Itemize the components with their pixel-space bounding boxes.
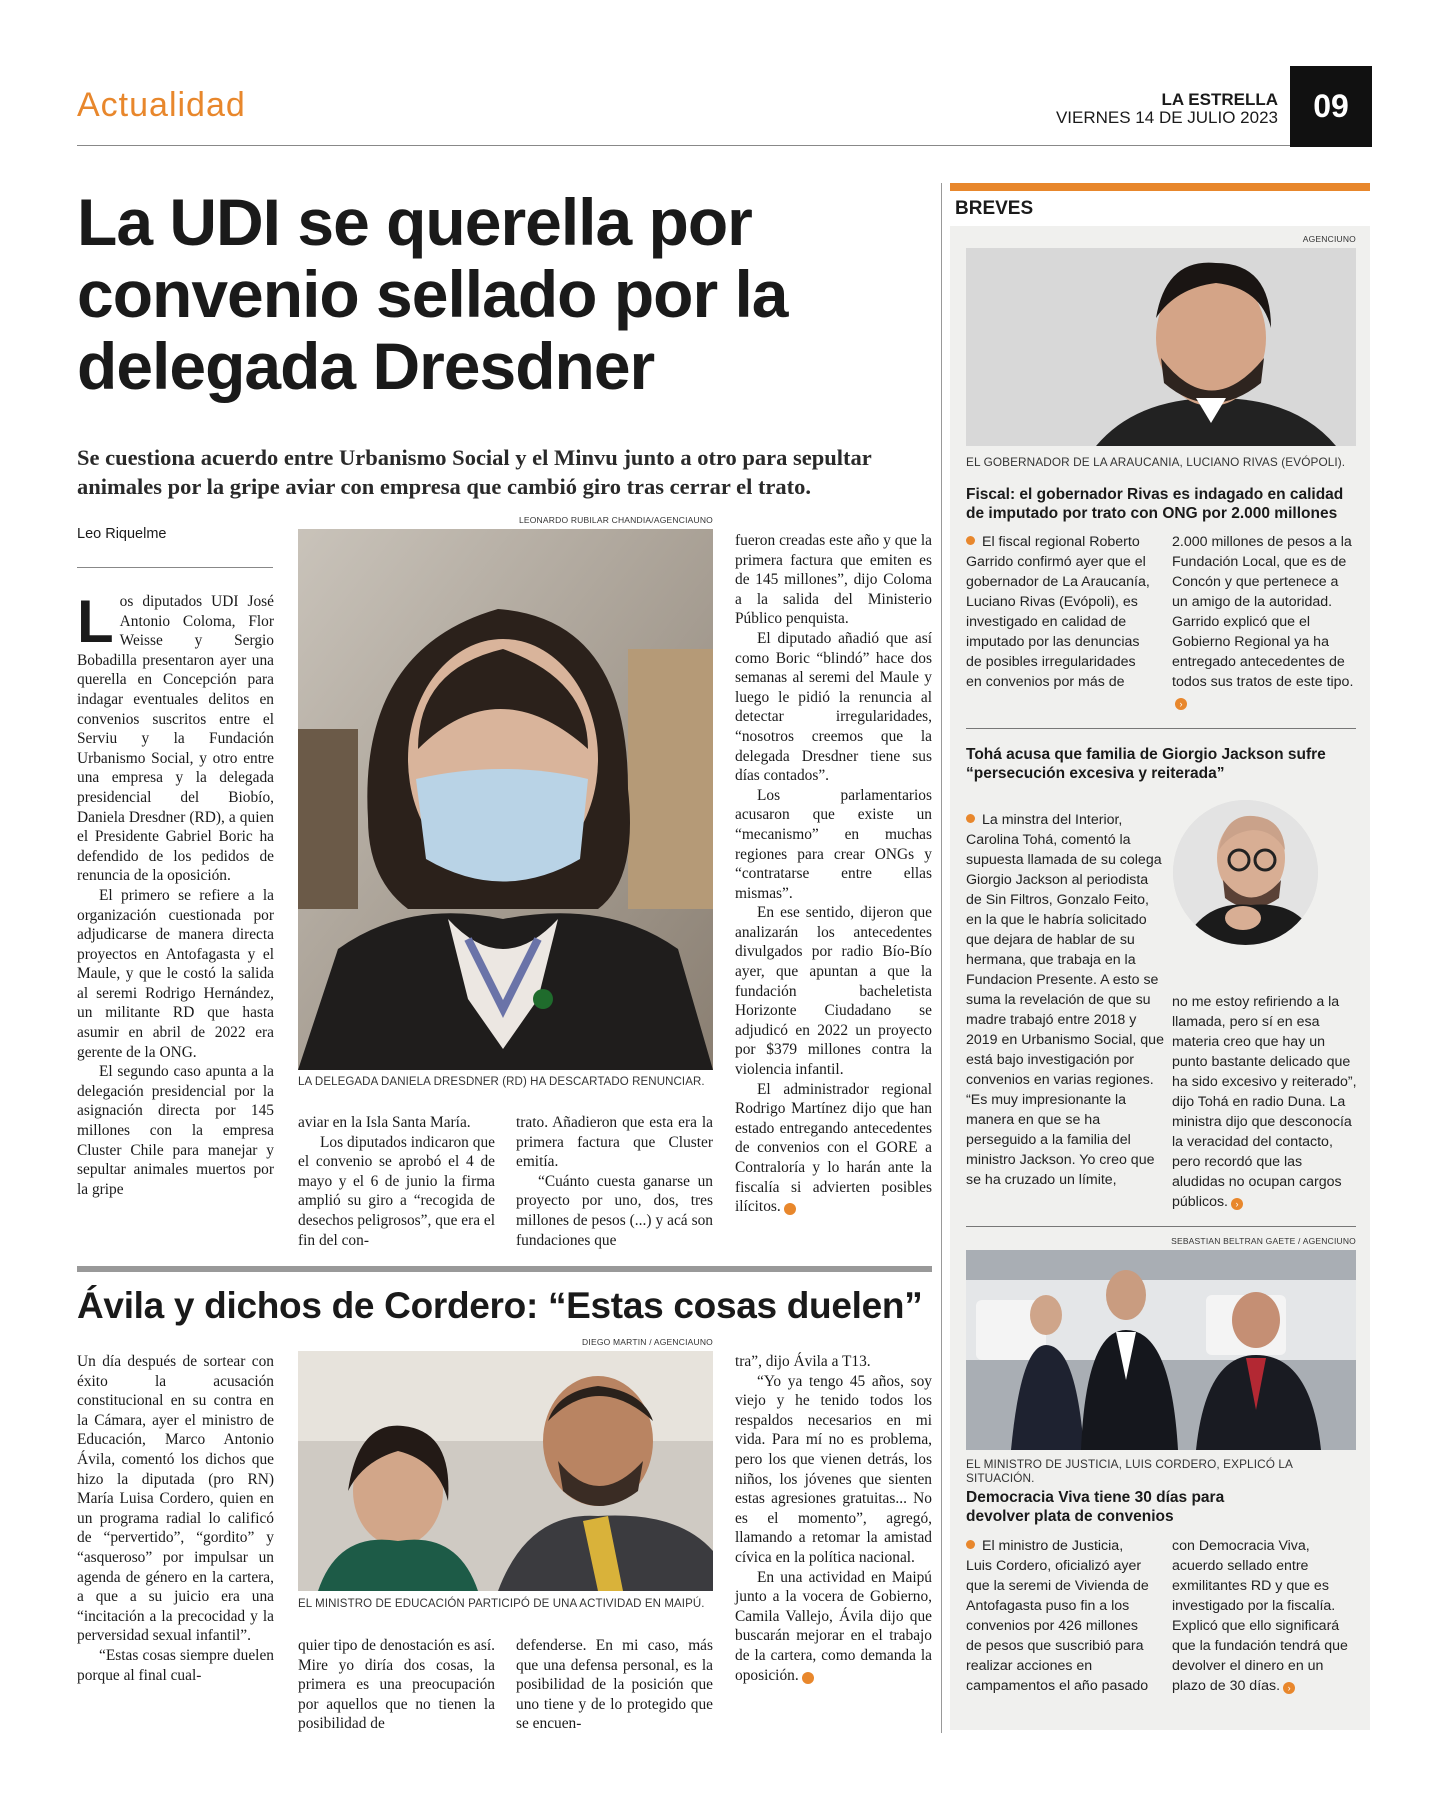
breve3-column-1: El ministro de Justicia, Luis Cordero, oficializó ayer que la seremi de Vivienda de Antofagasta puso fin a los convenios por 426 millones de pesos que suscribió para realizar acciones en campamentos el año pasado <box>966 1538 1149 1694</box>
main-column-3: trato. Añadieron que esta era la primera factura que Cluster emitía. “Cuánto cuesta ganarse un proyecto por uno, dos, tres millones de pesos (...) y acá son fundaciones que <box>516 1114 713 1249</box>
breve2-column-2: no me estoy refiriendo a la llamada, pero sí en esa materia creo que hay un punto bastante delicado que ha sido excesivo y reiterado”, dijo Tohá en radio Duna. La ministra dijo que desconocía la veracidad del contacto, pero recordó que las aludidas no ocupan cargos públicos. › <box>1172 994 1357 1210</box>
second-column-2: quier tipo de denostación es así. Mire yo diría dos cosas, la primera es una preocupación por aquellos que no tienen la posibilidad de <box>298 1637 495 1733</box>
main-photo <box>298 529 713 1070</box>
end-mark-icon: › <box>1175 698 1187 710</box>
breve1-photo-caption: EL GOBERNADOR DE LA ARAUCANIA, LUCIANO RIVAS (EVÓPOLI). <box>966 455 1346 469</box>
column-divider <box>941 183 942 1733</box>
breves-title: BREVES <box>955 198 1034 219</box>
header-rule <box>77 145 1290 146</box>
breve3-column-2: con Democracia Viva, acuerdo sellado entre exmilitantes RD y que es investigado por la fiscalía. Explicó que ello significará que la fundación tendrá que devolver el dinero en un plazo de 30 días. › <box>1172 1538 1348 1694</box>
second-column-1: Un día después de sortear con éxito la acusación constitucional en su contra en la Cámara, ayer el ministro de Educación, Marco Antonio Ávila, comentó los dichos que hizo la diputada (pro RN) María Luisa Cordero, quien en un programa radial lo calificó de “pervertido”, “gordito” y “asqueroso” por impulsar un agenda de género en la cartera, a que a su juicio era una “incitación a la precocidad y la perversidad sexual infantil”. “Estas cosas siempre duelen porque al final cual- <box>77 1353 274 1684</box>
main-column-1: Los diputados UDI José Antonio Coloma, Flor Weisse y Sergio Bobadilla presentaron ayer una querella en Concepción para indagar eventuales delitos en convenios suscritos entre el Serviu y la Fundación Urbanismo Social, y otro entre una empresa y la delegada presidencial del Biobío, Daniela Dresdner (RD), a quien el Presidente Gabriel Boric ha defendido de los pedidos de renuncia de la oposición. El primero se refiere a la organización cuestionada por adjudicarse de manera directa proyectos en Antofagasta y el Maule, y que le costó la salida al seremi Rodrigo Hernández, un militante RD que hasta asumir en abril de 2022 era gerente de la ONG. El segundo caso apunta a la delegación presidencial por la asignación directa por 145 millones con la empresa Cluster Chile para manejar y sepultar animales muertos por la gripe <box>77 588 274 1198</box>
breve-divider <box>966 1226 1356 1227</box>
end-mark-icon: › <box>1283 1682 1295 1694</box>
newspaper-name: LA ESTRELLA <box>1161 90 1278 109</box>
breve1-photo-credit: AGENCIUNO <box>1302 234 1356 244</box>
bullet-dot-icon <box>966 536 975 545</box>
breve1-photo <box>966 248 1356 446</box>
breves-accent-bar <box>950 183 1370 191</box>
second-photo <box>298 1351 713 1591</box>
breve3-photo-credit: SEBASTIAN BELTRAN GAETE / AGENCIUNO <box>1171 1236 1356 1246</box>
breve2-headline: Tohá acusa que familia de Giorgio Jackson sufre “persecución excesiva y reiterada” <box>966 746 1326 782</box>
breve2-column-1: La minstra del Interior, Carolina Tohá, comentó la supuesta llamada de su colega Giorgio Jackson al periodista de Sin Filtros, Gonzalo Feito, en la que le habría solicitado que dejara de hablar de su hermana, que trabaja en la Fundacion Presente. A esto se suma la revelación de que su madre trabajó entre 2018 y 2019 en Urbanismo Social, que está bajo investigación por convenios en varias regiones. “Es muy impresionante la manera en que se ha perseguido a la familia del ministro Jackson. Yo creo que se ha cruzado un límite, <box>966 812 1164 1188</box>
main-column-4: fueron creadas este año y que la primera factura que emiten es de 145 millones”, dijo Coloma a la salida del Ministerio Público penquista. El diputado añadió que así como Boric “blindó” hace dos semanas al seremi del Maule y luego le pidió la renuncia al detectar irregularidades, “nosotros creemos que la delegada Dresdner tiene sus días contados”. Los parlamentarios acusaron que existe un “mecanismo” en muchas regiones para crear ONGs y “contratarse entre ellas mismas”. En ese sentido, dijeron que analizarán los antecedentes divulgados por radio Bío-Bío ayer, que apuntan a que la fundación bacheletista Horizonte Ciudadano se adjudicó en 2022 un proyecto por $379 millones contra la violencia infantil. El administrador regional Rodrigo Martínez dijo que han estado entregando antecedentes de convenios con el GORE a Contraloría y lo harán ante la fiscalía si advierten posibles ilícitos. › <box>735 532 932 1216</box>
issue-date: VIERNES 14 DE JULIO 2023 <box>1055 108 1278 127</box>
breve3-photo <box>966 1250 1356 1450</box>
second-column-4: tra”, dijo Ávila a T13. “Yo ya tengo 45 años, soy viejo y he tenido todos los respaldos necesarios en mi vida. Para mí no es problema, pero los que vienen detrás, los niños, los jóvenes que sienten estas agresiones gratuitas... No es el momento”, agregó, llamando a retomar la amistad cívica en la política nacional. En una actividad en Maipú junto a la vocera de Gobierno, Camila Vallejo, Ávila dijo que buscarán mejorar en el trabajo de la cartera, como demanda la oposición. › <box>735 1353 932 1684</box>
bullet-dot-icon <box>966 1540 975 1549</box>
breve1-column-1: El fiscal regional Roberto Garrido confirmó ayer que el gobernador de La Araucanía, Luciano Rivas (Evópoli), es investigado en calidad de imputado por las denuncias de posibles irregularidades en convenios por más de <box>966 534 1150 690</box>
main-deck: Se cuestiona acuerdo entre Urbanismo Social y el Minvu junto a otro para sepultar animales por la gripe aviar con empresa que cambió giro tras cerrar el trato. <box>77 445 872 499</box>
main-photo-caption: LA DELEGADA DANIELA DRESDNER (RD) HA DESCARTADO RENUNCIAR. <box>298 1076 705 1088</box>
main-column-2: aviar en la Isla Santa María. Los diputados indicaron que el convenio se aprobó el 4 de mayo y el 6 de junio la firma amplió su giro a “recogida de desechos peligrosos”, que era el fin del con- <box>298 1114 496 1249</box>
drop-cap: L <box>77 588 114 655</box>
page-number: 09 <box>1290 66 1372 147</box>
second-column-3: defenderse. En mi caso, más que una defensa personal, es la posibilidad de la posición que uno tiene y de lo protegido que se encuen- <box>516 1637 713 1733</box>
dresdner-photo-illustration <box>298 529 713 1070</box>
second-photo-caption: EL MINISTRO DE EDUCACIÓN PARTICIPÓ DE UNA ACTIVIDAD EN MAIPÚ. <box>298 1598 705 1610</box>
second-photo-credit: DIEGO MARTIN / AGENCIAUNO <box>582 1337 713 1347</box>
byline: Leo Riquelme <box>77 526 167 542</box>
article-separator <box>77 1266 932 1272</box>
bullet-dot-icon <box>966 814 975 823</box>
breve-divider <box>966 728 1356 729</box>
rivas-photo-illustration <box>966 248 1356 446</box>
byline-rule <box>77 567 273 568</box>
end-mark-icon: › <box>802 1672 814 1684</box>
cordero-photo-illustration <box>966 1250 1356 1450</box>
avila-photo-illustration <box>298 1351 713 1591</box>
breve1-headline: Fiscal: el gobernador Rivas es indagado en calidad de imputado por trato con ONG por 2.000 millones <box>966 486 1344 522</box>
end-mark-icon: › <box>1231 1198 1243 1210</box>
end-mark-icon: › <box>784 1203 796 1215</box>
jackson-photo-illustration <box>1173 800 1318 945</box>
main-headline: La UDI se querella por convenio sellado por la delegada Dresdner <box>77 185 788 403</box>
section-title: Actualidad <box>77 86 246 124</box>
breve3-photo-caption: EL MINISTRO DE JUSTICIA, LUIS CORDERO, EXPLICÓ LA SITUACIÓN. <box>966 1457 1293 1485</box>
breve1-column-2: 2.000 millones de pesos a la Fundación Local, que es de Concón y que pertenece a un amigo de la autoridad. Garrido explicó que el Gobierno Regional ya ha entregado antecedentes de todos sus tratos de este tipo.› <box>1172 534 1354 709</box>
breve3-headline: Democracia Viva tiene 30 días para devolver plata de convenios <box>966 1489 1225 1525</box>
main-photo-credit: LEONARDO RUBILAR CHANDIA/AGENCIAUNO <box>518 515 713 525</box>
second-headline: Ávila y dichos de Cordero: “Estas cosas duelen” <box>77 1285 923 1326</box>
breve2-photo <box>1173 800 1318 945</box>
